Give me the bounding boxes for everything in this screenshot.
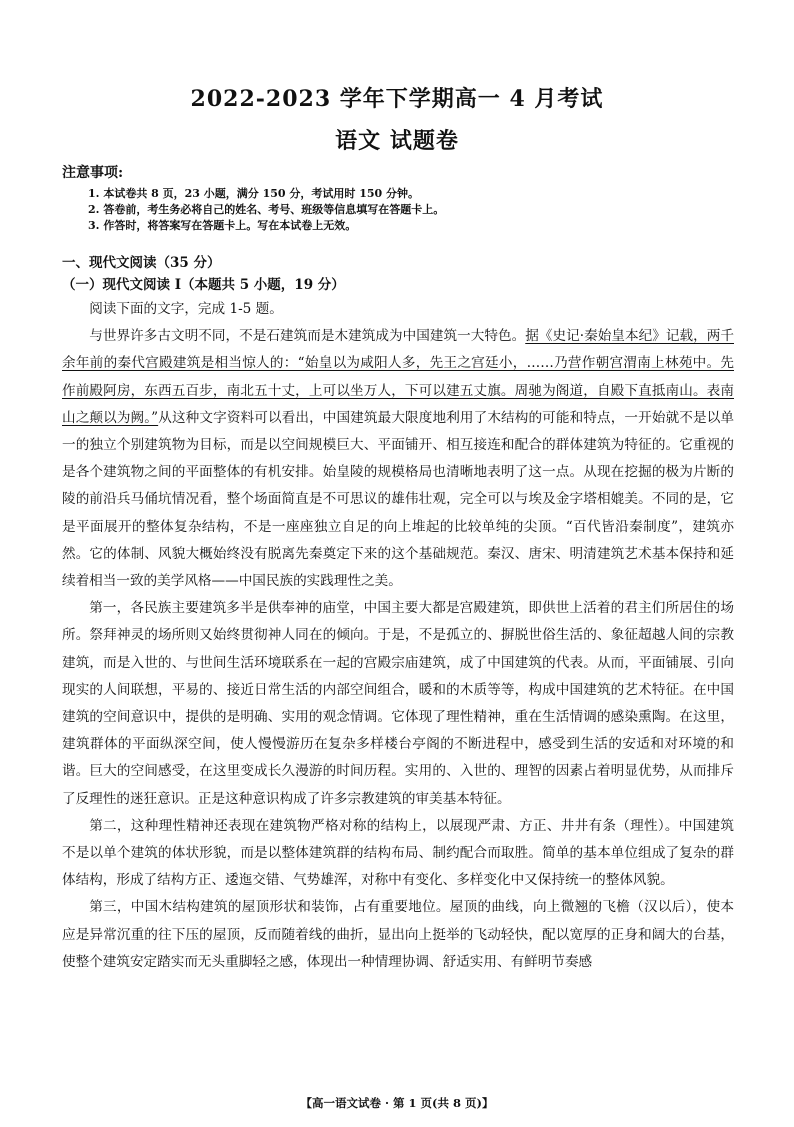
notice-item: 2. 答卷前，考生务必将自己的姓名、考号、班级等信息填写在答题卡上。 (88, 203, 445, 216)
reading-passage (62, 296, 734, 976)
exam-subtitle: 语文 试题卷 (335, 128, 459, 154)
paragraph-1-body: 从这种文字资料可以看出，中国建筑最大限度地利用了木结构的可能和特点，一开始就不是以单一的独立个别建筑物为目标，而是以空间规模巨大、平面铺开、相互接连和配合的群体建筑为特征的。它重视的是各个建筑物之间的平面整体的有机安排。始皇陵的规模格局也清晰地表明了这一点。从现在挖掘的极为片断的陵的前沿兵马俑坑情况看，整个场面简直是不可思议的雄伟壮观，完全可以与埃及金字塔相媲美。不同的是，它是平面展开的整体复杂结构，不是一座座独立自足的向上堆起的比较单纯的尖顶。“百代皆沿秦制度”，建筑亦然。它的体制、风貌大概始终没有脱离先秦奠定下来的这个基础规范。秦汉、唐宋、明清建筑艺术基本保持和延续着相当一致的美学风格——中国民族的实践理性之美。 (62, 409, 735, 590)
underlined-quotation: 据《史记·秦始皇本纪》记载，两千余年前的秦代宫殿建筑是相当惊人的：“始皇以为咸阳人多，先王之宫廷小，……乃营作朝宫渭南上林苑中。先作前殿阿房，东西五百步，南北五十丈，上可以坐万人，下可以建五丈旗。周驰为阁道，自殿下直抵南山。表南山之颠以为阙。” (62, 328, 734, 426)
passage-paragraph-4: 第三，中国木结构建筑的屋顶形状和装饰，占有重要地位。屋顶的曲线，向上微翘的飞檐（汉以后），使本应是异常沉重的往下压的屋顶，反而随着线的曲折，显出向上挺举的飞动轻快，配以宽厚的正身和阔大的台基，使整个建筑安定踏实而无头重脚轻之感，体现出一种情理协调、舒适实用、有鲜明节奏感 (62, 899, 734, 970)
passage-paragraph-2: 第一，各民族主要建筑多半是供奉神的庙堂，中国主要大都是宫殿建筑，即供世上活着的君主们所居住的场所。祭拜神灵的场所则又始终贯彻神人同在的倾向。于是，不是孤立的、摒脱世俗生活的、象征超越人间的宗教建筑，而是入世的、与世间生活环境联系在一起的宫殿宗庙建筑，成了中国建筑的代表。从而，平面铺展、引向现实的人间联想，平易的、接近日常生活的内部空间组合，暖和的木质等等，构成中国建筑的艺术特征。在中国建筑的空间意识中，提供的是明确、实用的观念情调。它体现了理性精神，重在生活情调的感染熏陶。在这里，建筑群体的平面纵深空间，使人慢慢游历在复杂多样楼台亭阁的不断进程中，感受到生活的安适和对环境的和谐。巨大的空间感受，在这里变成长久漫游的时间历程。实用的、入世的、理智的因素占着明显优势，从而排斥了反理性的迷狂意识。正是这种意识构成了许多宗教建筑的审美基本特征。 (62, 600, 734, 807)
notice-item: 3. 作答时，将答案写在答题卡上。写在本试卷上无效。 (88, 219, 357, 232)
section-heading: 一、现代文阅读（35 分） (62, 255, 221, 271)
passage-paragraph-3: 第二，这种理性精神还表现在建筑物严格对称的结构上，以展现严肃、方正、井井有条（理性）。中国建筑不是以单个建筑的体状形貌，而是以整体建筑群的结构布局、制约配合而取胜。简单的基本单位组成了复杂的群体结构，形成了结构方正、逶迤交错、气势雄浑，对称中有变化、多样变化中又保持统一的整体风貌。 (62, 817, 734, 889)
notice-item: 1. 本试卷共 8 页，23 小题，满分 150 分，考试用时 150 分钟。 (88, 187, 420, 200)
notice-block (62, 162, 734, 234)
exam-title: 2022-2023 学年下学期高一 4 月考试 (190, 86, 604, 112)
passage-paragraph-1 (62, 323, 734, 595)
instruction: 阅读下面的文字，完成 1-5 题。 (89, 301, 283, 317)
notice-heading: 注意事项: (62, 165, 124, 181)
page-footer: 【高一语文试卷 · 第 1 页(共 8 页)】 (300, 1096, 494, 1110)
paragraph-1-intro: 与世界许多古文明不同，不是石建筑而是木建筑成为中国建筑一大特色。 (89, 328, 526, 345)
section-subheading: （一）现代文阅读 Ⅰ（本题共 5 小题，19 分） (62, 277, 345, 293)
